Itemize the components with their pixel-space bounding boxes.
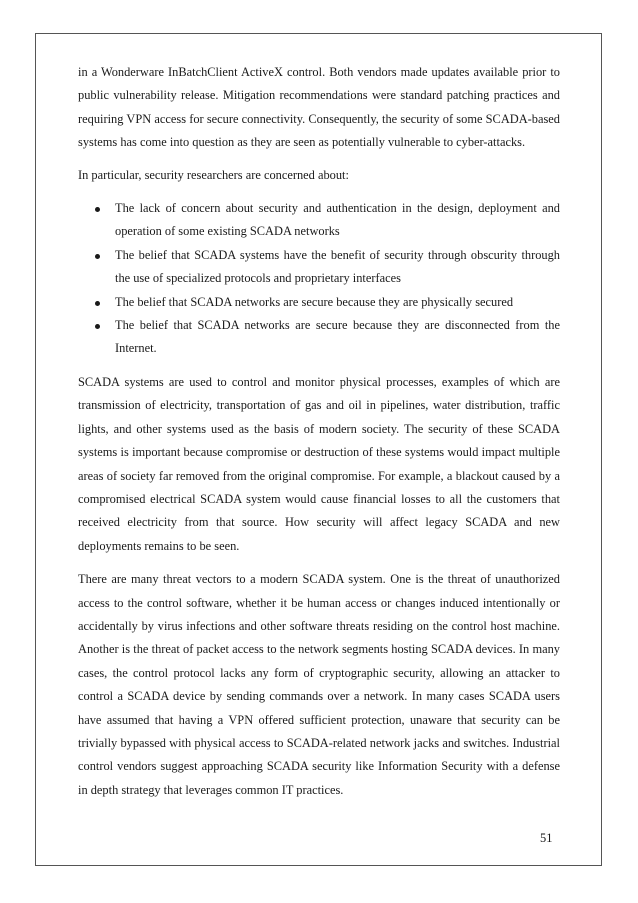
page-content: [78, 61, 560, 802]
paragraph-physical-processes: SCADA systems are used to control and monitor physical processes, examples of which are transmission of electricity, transportation of gas and oil in pipelines, water distribution, traffic lights, and other systems used as the basis of modern society. The security of these SCADA systems is important because compromise or destruction of these systems would impact multiple areas of society far removed from the original compromise. For example, a blackout caused by a compromised electrical SCADA system would cause financial losses to all the customers that received electricity from that source. How security will affect legacy SCADA and new deployments remains to be seen.: [78, 374, 560, 553]
bullet-icon: [95, 324, 100, 329]
list-item-text: The belief that SCADA networks are secure because they are disconnected from the Internet.: [115, 318, 560, 356]
bullet-icon: [95, 301, 100, 306]
bullet-icon: [95, 254, 100, 259]
concerns-list: [78, 197, 560, 361]
paragraph-intro: in a Wonderware InBatchClient ActiveX control. Both vendors made updates available prior to public vulnerability release. Mitigation recommendations were standard patching practices and requiring VPN access for secure connectivity. Consequently, the security of some SCADA-based systems has come into question as they are seen as potentially vulnerable to cyber-attacks.: [78, 65, 560, 150]
list-item: [78, 291, 560, 314]
paragraph-threat-vectors: There are many threat vectors to a modern SCADA system. One is the threat of unauthorized access to the control software, whether it be human access or changes induced intentionally or accidentally by virus infections and other software threats residing on the control host machine. Another is the threat of packet access to the network segments hosting SCADA devices. In many cases, the control protocol lacks any form of cryptographic security, allowing an attacker to control a SCADA device by sending commands over a network. In many cases SCADA users have assumed that having a VPN offered sufficient protection, unaware that security can be trivially bypassed with physical access to SCADA-related network jacks and switches. Industrial control vendors suggest approaching SCADA security like Information Security with a defense in depth strategy that leverages common IT practices.: [78, 572, 560, 797]
paragraph-concerns-lead: In particular, security researchers are concerned about:: [78, 167, 349, 182]
list-item: [78, 314, 560, 361]
list-item: [78, 197, 560, 244]
page-number: 51: [540, 831, 553, 845]
list-item: [78, 244, 560, 291]
bullet-icon: [95, 207, 100, 212]
list-item-text: The lack of concern about security and authentication in the design, deployment and operation of some existing SCADA networks: [115, 201, 560, 239]
list-item-text: The belief that SCADA networks are secure because they are physically secured: [115, 294, 514, 309]
list-item-text: The belief that SCADA systems have the benefit of security through obscurity through the use of specialized protocols and proprietary interfaces: [115, 247, 560, 286]
